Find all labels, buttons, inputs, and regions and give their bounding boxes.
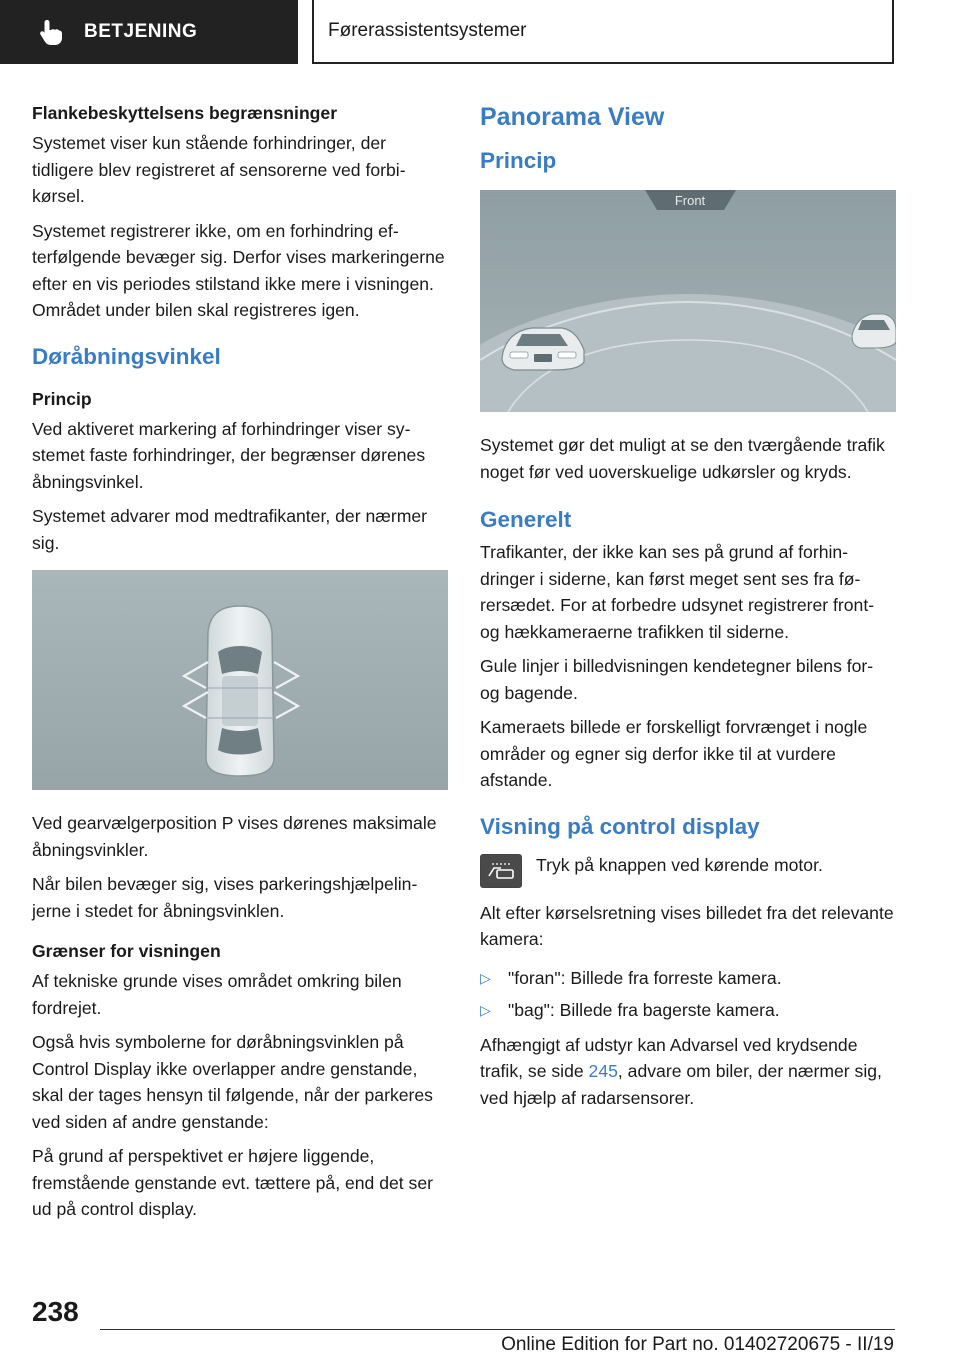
section-title: Førerassistentsystemer: [328, 20, 527, 41]
edition-label: Online Edition for Part no. 01402720675 - II/19: [501, 1334, 894, 1355]
car-left: [502, 328, 584, 370]
car-top-view: [206, 606, 274, 776]
paragraph: Systemet gør det muligt at se den tværgående trafik noget før ved uoverskuelige udkørsler og kryds.: [480, 435, 885, 482]
heading-principle: Princip: [32, 388, 92, 409]
paragraph: Ved aktiveret markering af forhindringer viser systemet faste forhindringer, der begrænser dørenes åbningsvinkel.: [32, 418, 426, 492]
paragraph: Trafikanter, der ikke kan ses på grund af forhindringer i siderne, kan først meget sent ses fra førersædet. For at forbedre udsynet registrerer front- og hækkameraerne trafikken til siderne.: [480, 542, 875, 642]
page-header: [0, 0, 960, 66]
panorama-figure: [480, 190, 896, 412]
paragraph: Ved gearvælgerposition P vises dørenes maksimale åbningsvinkler.: [32, 813, 437, 860]
page-link[interactable]: 245: [588, 1061, 618, 1081]
heading-principle: Princip: [480, 148, 557, 173]
chapter-title: BETJENING: [84, 21, 198, 42]
chapter-tab: [0, 0, 298, 64]
heading-general: Generelt: [480, 507, 572, 532]
paragraph: Tryk på knappen ved kørende motor.: [536, 854, 823, 875]
paragraph: Systemet advarer mod medtrafikanter, der nærmer sig.: [32, 506, 428, 553]
camera-view-icon: [486, 860, 516, 882]
page-number: 238: [32, 1296, 79, 1327]
heading-flank-limits: Flankebeskyttelsens begrænsninger: [32, 103, 338, 123]
paragraph: Systemet registrerer ikke, om en forhindring efterfølgende bevæger sig. Derfor vises markeringerne efter en vis periodes stilstand ikke mere i visningen. Området under bilen skal registreres igen.: [32, 220, 445, 320]
paragraph: Gule linjer i billedvisningen kendetegner bilens for- og bagende.: [480, 656, 874, 703]
paragraph: Systemet viser kun stående forhindringer, der tidligere blev registreret af sensorerne ved forbikørsel.: [32, 133, 406, 206]
heading-display-limits: Grænser for visningen: [32, 941, 221, 961]
triangle-bullet-icon: ▷: [480, 969, 491, 986]
paragraph: På grund af perspektivet er højere liggende, fremstående genstande evt. tættere på, end det ser ud på control display.: [32, 1146, 433, 1219]
section-tab: [312, 0, 894, 64]
heading-panorama-view: Panorama View: [480, 103, 665, 131]
paragraph: Alt efter kørselsretning vises billedet fra det relevante kamera:: [480, 902, 894, 949]
paragraph: Kameraets billede er forskelligt forvrænget i nogle områder og egner sig derfor ikke til at vurdere afstande.: [480, 717, 868, 790]
triangle-bullet-icon: ▷: [480, 1002, 491, 1018]
paragraph-crossing-traffic: Afhængigt af udstyr kan Advarsel ved krydsende trafik, se side 245, advare om biler, der nærmer sig, ved hjælp af radarsensorer.: [480, 1034, 882, 1108]
camera-list: [480, 965, 896, 1024]
list-item: ▷ "bag": Billede fra bagerste kamera.: [480, 997, 896, 1024]
list-item: ▷ "foran": Billede fra forreste kamera.: [480, 965, 896, 992]
left-column: [32, 100, 448, 1231]
right-column: [480, 100, 896, 1119]
front-label: Front: [674, 193, 706, 208]
heading-door-angle: Døråbningsvinkel: [32, 343, 221, 369]
paragraph: Også hvis symbolerne for døråbningsvinklen på Control Display ikke overlapper andre genstande, skal der tages hensyn til følgende, når der parkeres ved siden af andre genstande:: [32, 1032, 433, 1132]
heading-display: Visning på control display: [480, 813, 760, 839]
paragraph: Af tekniske grunde vises området omkring bilen fordrejet.: [32, 971, 402, 1018]
paragraph: Når bilen bevæger sig, vises parkeringshjælpelinjerne i stedet for åbningsvinklen.: [32, 874, 418, 921]
button-instruction: [480, 852, 896, 888]
hand-pointer-icon: [38, 18, 64, 46]
camera-button[interactable]: [480, 854, 522, 888]
footer-divider: [100, 1329, 895, 1330]
door-angle-figure: [32, 570, 448, 790]
